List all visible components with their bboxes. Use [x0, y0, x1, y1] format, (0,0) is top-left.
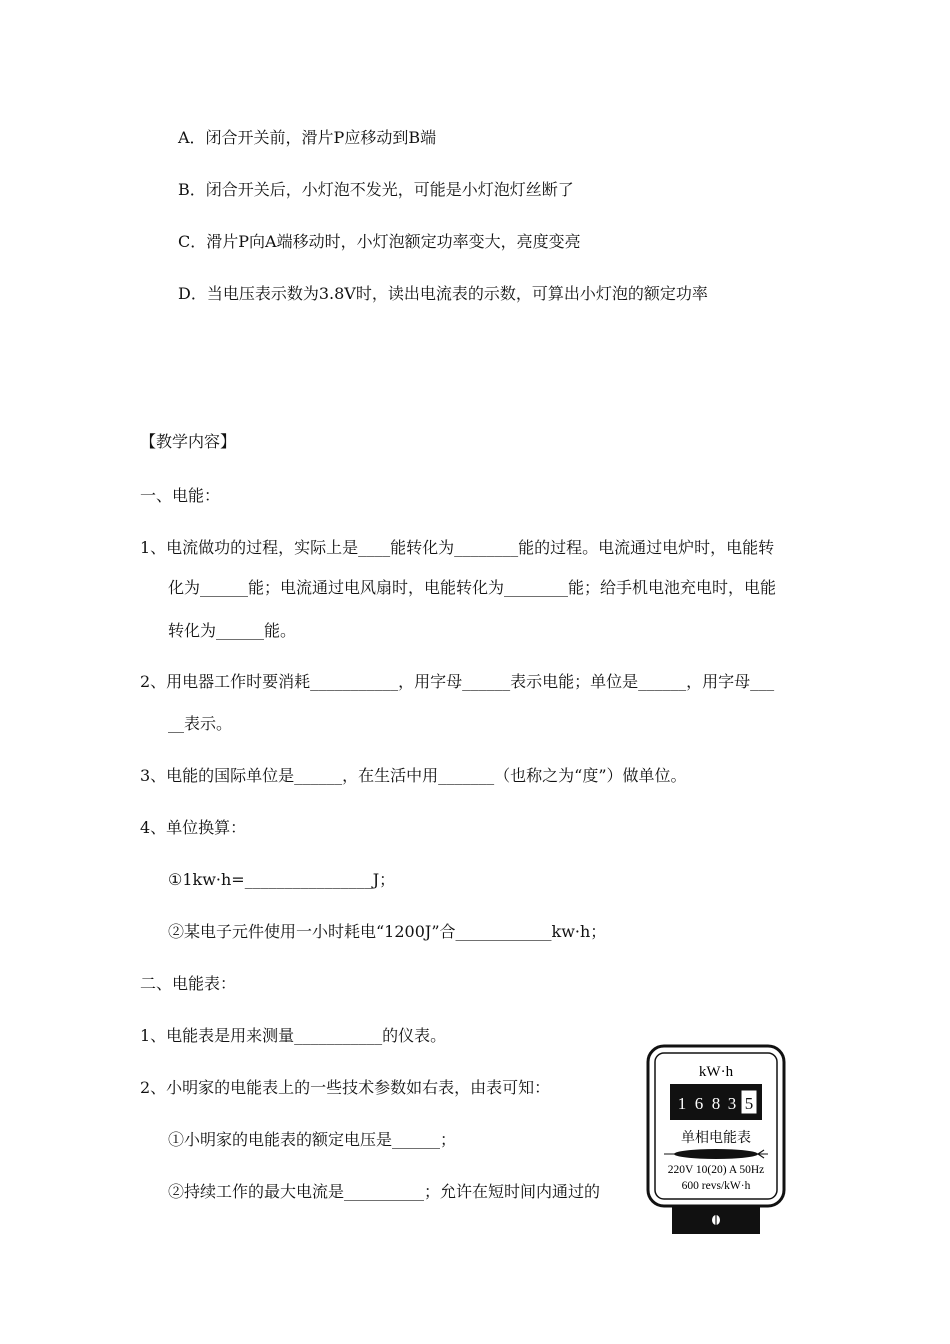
part2-heading: 二、电能表：: [140, 974, 237, 993]
meter-digit-4: 3: [727, 1094, 737, 1113]
option-a: A．闭合开关前，滑片P应移动到B端: [178, 128, 437, 147]
meter-digit-2: 6: [694, 1094, 704, 1113]
part1-q4-b: ②某电子元件使用一小时耗电“1200J”合____________kw·h；: [168, 922, 607, 941]
part1-q3: 3、电能的国际单位是______，在生活中用_______（也称之为“度”）做单位。: [140, 766, 687, 785]
option-c: C．滑片P向A端移动时，小灯泡额定功率变大，亮度变亮: [178, 232, 581, 251]
option-d: D．当电压表示数为3.8V时，读出电流表的示数，可算出小灯泡的额定功率: [178, 284, 708, 303]
meter-last-digit: 5: [744, 1094, 754, 1113]
part1-q2-line1: 2、用电器工作时要消耗___________，用字母______表示电能；单位是______，用字母___: [140, 672, 775, 691]
part1-q1-line3: 转化为______能。: [168, 621, 297, 640]
meter-spec-1: 220V 10(20) A 50Hz: [667, 1164, 765, 1176]
part2-q1: 1、电能表是用来测量___________的仪表。: [140, 1026, 447, 1045]
part1-q2-line2: __表示。: [168, 714, 233, 733]
part1-q4-a: ①1kw·h=________________J；: [168, 870, 396, 889]
electric-meter-figure: [646, 1044, 786, 1236]
meter-spec-2: 600 revs/kW·h: [681, 1180, 751, 1192]
part1-q4: 4、单位换算：: [140, 818, 247, 837]
meter-digit-1: 1: [677, 1094, 687, 1113]
part2-q2-a: ①小明家的电能表的额定电压是______；: [168, 1130, 457, 1149]
part1-heading: 一、电能：: [140, 486, 221, 505]
part2-q2-b: ②持续工作的最大电流是__________；允许在短时间内通过的: [168, 1182, 601, 1201]
section-title: 【教学内容】: [140, 432, 237, 451]
meter-disc: [674, 1149, 758, 1159]
meter-name: 单相电能表: [681, 1130, 751, 1146]
meter-unit: kW·h: [698, 1064, 734, 1080]
part1-q1-line2: 化为______能；电流通过电风扇时，电能转化为________能；给手机电池充电时，电能: [168, 578, 777, 597]
option-b: B．闭合开关后，小灯泡不发光，可能是小灯泡灯丝断了: [178, 180, 574, 199]
part2-q2: 2、小明家的电能表上的一些技术参数如右表，由表可知：: [140, 1078, 551, 1097]
meter-digit-3: 8: [711, 1094, 721, 1113]
part1-q1-line1: 1、电流做功的过程，实际上是____能转化为________能的过程。电流通过电炉时，电能转: [140, 538, 775, 557]
